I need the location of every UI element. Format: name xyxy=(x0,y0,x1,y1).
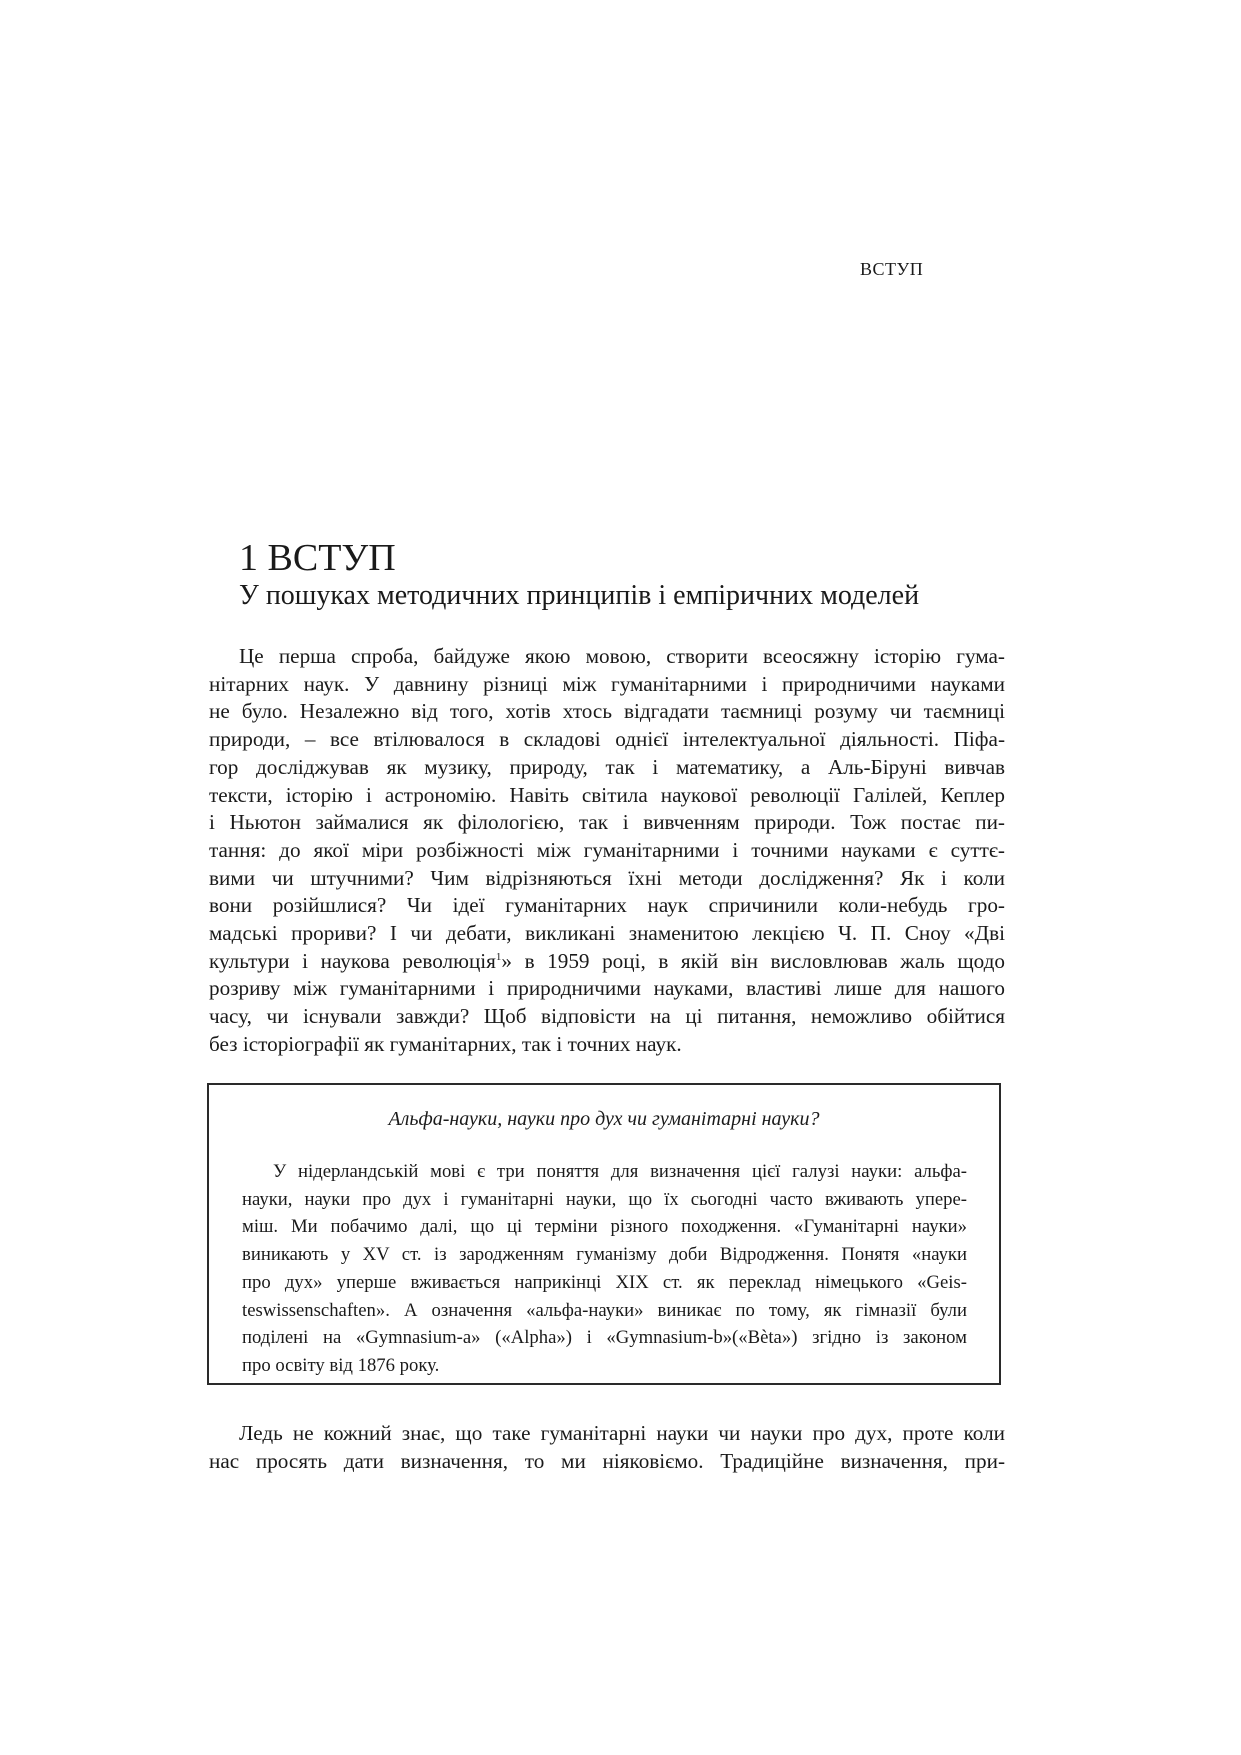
text-line: розриву між гуманітарними і природничими науками, властиві лише для нашого xyxy=(209,976,1005,1001)
text-line: природи, – все втілювалося в складові однієї інтелектуальної діяльності. Піфа- xyxy=(209,727,1005,752)
text-line: про дух» уперше вживається наприкінці XIX ст. як переклад німецького «Geis- xyxy=(242,1271,967,1293)
text-line: про освіту від 1876 року. xyxy=(242,1354,440,1376)
chapter-title: 1 ВСТУП xyxy=(239,537,396,579)
sidebar-box xyxy=(207,1083,1001,1385)
text-line: teswissenschaften». А означення «альфа-науки» виникає по тому, як гімназії були xyxy=(242,1299,967,1321)
text-line: виникають у XV ст. із зародженням гуманізму доби Відродження. Понятя «науки xyxy=(242,1244,967,1266)
text-line: гор досліджував як музику, природу, так і математику, а Аль-Біруні вивчав xyxy=(209,754,1005,779)
text-line: нітарних наук. У давнину різниці між гуманітарними і природничими науками xyxy=(209,671,1005,696)
running-head: ВСТУП xyxy=(860,259,924,279)
text-fragment: культури і наукова революція xyxy=(209,948,496,973)
text-line: не було. Незалежно від того, хотів хтось відгадати таємниці розуму чи таємниці xyxy=(209,699,1005,724)
text-line: вими чи штучними? Чим відрізняються їхні методи дослідження? Як і коли xyxy=(209,865,1005,890)
text-line: тексти, історію і астрономію. Навіть світила наукової революції Галілей, Кеплер xyxy=(209,782,1005,807)
text-line: У нідерландській мові є три поняття для визначення цієї галузі науки: альфа- xyxy=(273,1161,967,1182)
outro-paragraph xyxy=(209,1420,1005,1475)
sidebar-body xyxy=(242,1158,967,1380)
text-line: поділені на «Gymnasium-a» («Alpha») і «Gymnasium-b»(«Bèta») згідно із законом xyxy=(242,1327,967,1349)
text-line: мадські прориви? І чи дебати, викликані знаменитою лекцією Ч. П. Сноу «Дві xyxy=(209,921,1005,946)
text-line: науки, науки про дух і гуманітарні науки, що їх сьогодні часто вживають упере- xyxy=(242,1188,967,1210)
text-line: міш. Ми побачимо далі, що ці терміни різного походження. «Гуманітарні науки» xyxy=(242,1216,967,1238)
text-line: Ледь не кожний знає, що таке гуманітарні науки чи науки про дух, проте коли xyxy=(239,1421,1005,1445)
text-line: нас просять дати визначення, то ми ніяковіємо. Традиційне визначення, при- xyxy=(209,1448,1005,1473)
chapter-subtitle: У пошуках методичних принципів і емпіричних моделей xyxy=(239,580,920,611)
footnote-reference[interactable]: 1 xyxy=(495,950,502,963)
text-line: вони розійшлися? Чи ідеї гуманітарних наук спричинили коли-небудь гро- xyxy=(209,893,1005,918)
intro-paragraph xyxy=(209,643,1005,1059)
text-line: часу, чи існували завжди? Щоб відповісти на ці питання, неможливо обійтися xyxy=(209,1004,1005,1029)
text-line: тання: до якої міри розбіжності між гуманітарними і точними науками є суттє- xyxy=(209,837,1005,862)
text-line-with-footnote xyxy=(209,948,1005,976)
text-line: без історіографії як гуманітарних, так і точних наук. xyxy=(209,1031,682,1056)
text-line: Це перша спроба, байдуже якою мовою, створити всеосяжну історію гума- xyxy=(239,644,1005,668)
text-line: і Ньютон займалися як філологією, так і вивченням природи. Тож постає пи- xyxy=(209,810,1005,835)
sidebar-title: Альфа-науки, науки про дух чи гуманітарні науки? xyxy=(388,1108,820,1130)
text-fragment: » в 1959 році, в якій він висловлював жаль щодо xyxy=(501,948,1005,973)
